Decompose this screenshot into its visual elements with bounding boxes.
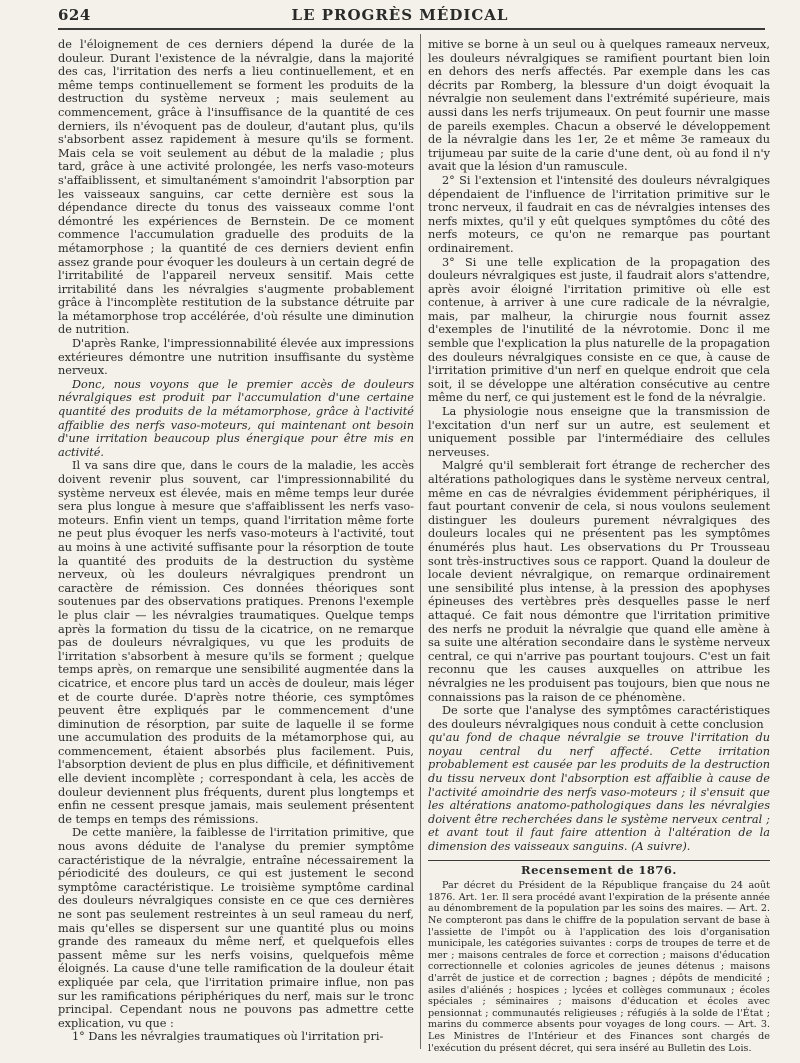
paragraph: 3° Si une telle explication de la propagation des douleurs névralgiques est juste, il faudrait alors s'attendre, après avoir éloigné l'irritation primitive où elle est contenue, à arriver à une cure radicale de la névralgie, mais, par malheur, la chirurgie nous fournit assez d'exemples de l'inutilité de la névrotomie. Donc il me semble que l'explication la plus naturelle de la propagation des douleurs névralgiques consiste en ce que, à cause de l'irritation primitive d'un nerf en quelque endroit que cela soit, il se développe une altération consécutive au centre même du nerf, ce qui justement est le fond de la névralgie.: [428, 255, 770, 405]
paragraph: de l'éloignement de ces derniers dépend la durée de la douleur. Durant l'existence de la névralgie, dans la majorité des cas, l'irritation des nerfs a lieu continuellement, et en même temps continuellement se forment les produits de la destruction du système nerveux ; mais seulement au commencement, grâce à l'insuffisance de la quantité de ces derniers, ils n'évoquent pas de douleur, d'autant plus, qu'ils s'absorbent assez rapidement à mesure qu'ils se forment. Mais cela se voit seulement au début de la maladie ; plus tard, grâce à une activité prolongée, les nerfs vaso-moteurs s'affaiblissent, et simultanément s'amoindrit l'absorption par les vaisseaux sanguins, car cette dernière est sous la dépendance directe du tonus des vaisseaux comme l'ont démontré les expériences de Bernstein. De ce moment commence l'accumulation graduelle des produits de la métamorphose ; la quantité de ces derniers devient enfin assez grande pour évoquer les douleurs à un certain degré de l'irritabilité de l'appareil nerveux sensitif. Mais cette irritabilité dans les névralgies s'augmente probablement grâce à l'incomplète restitution de la substance détruite par la métamorphose trop accélérée, d'où résulte une diminution de nutrition.: [58, 38, 414, 337]
paragraph: D'après Ranke, l'impressionnabilité élevée aux impressions extérieures démontre une nutrition insuffisante du système nerveux.: [58, 337, 414, 378]
paragraph: mitive se borne à un seul ou à quelques rameaux nerveux, les douleurs névralgiques se ramifient pourtant bien loin en dehors des nerfs affectés. Par exemple dans les cas décrits par Romberg, la blessure d'un doigt évoquait la névralgie non seulement dans l'extrémité supérieure, mais aussi dans les nerfs trijumeaux. On peut fournir une masse de pareils exemples. Chacun a observé le développement de la névralgie dans les 1er, 2e et même 3e rameaux du trijumeau par suite de la carie d'une dent, où au fond il n'y avait que la lésion d'un ramuscule.: [428, 38, 770, 174]
header-rule: [58, 28, 765, 30]
page-number: 624: [58, 6, 91, 24]
paragraph: De cette manière, la faiblesse de l'irritation primitive, que nous avons déduite de l'analyse du premier symptôme caractéristique de la névralgie, entraîne nécessairement la périodicité des douleurs, ce qui est justement le second symptôme caractéristique. Le troisième symptôme cardinal des douleurs névralgiques consiste en ce que ces dernières ne sont pas seulement restreintes à un seul rameau du nerf, mais qu'elles se dispersent sur une quantité plus ou moins grande des rameaux du même nerf, et quelquefois elles passent même sur les nerfs voisins, quelquefois même éloignés. La cause d'une telle ramification de la douleur était expliquée par cela, que l'irritation primaire influe, non pas sur les ramifications périphériques du nerf, mais sur le tronc principal. Cependant nous ne pouvons pas admettre cette explication, vu que :: [58, 826, 414, 1030]
paragraph: Malgré qu'il semblerait fort étrange de rechercher des altérations pathologiques dans le système nerveux central, même en cas de névralgies évidemment périphériques, il faut pourtant convenir de cela, si nous voulons seulement distinguer les douleurs purement névralgiques des douleurs locales qui ne présentent pas les symptômes énumérés plus haut. Les observations du Pr Trousseau sont très-instructives sous ce rapport. Quand la douleur de locale devient névralgique, on remarque ordinairement une sensibilité plus intense, à la pression des apophyses épineuses des vertèbres près desquelles passe le nerf attaqué. Ce fait nous démontre que l'irritation primitive des nerfs ne produit la névralgie que quand elle amène à sa suite une altération secondaire dans le système nerveux central, ce qui n'arrive pas pourtant toujours. C'est un fait reconnu que les causes auxquelles on attribue les névralgies ne les produisent pas toujours, bien que nous ne connaissions pas la raison de ce phénomène.: [428, 459, 770, 704]
census-article: [428, 880, 770, 1054]
paragraph: La physiologie nous enseigne que la transmission de l'excitation d'un nerf sur un autre, est seulement et uniquement possible par l'intermédiaire des cellules nerveuses.: [428, 405, 770, 459]
left-column: [58, 38, 414, 1058]
paragraph: 1° Dans les névralgies traumatiques où l'irritation pri-: [72, 1030, 384, 1044]
paragraph: Il va sans dire que, dans le cours de la maladie, les accès doivent revenir plus souvent, car l'impressionnabilité du système nerveux est élevée, mais en même temps leur durée sera plus longue à mesure que s'affaiblissent les nerfs vaso-moteurs. Enfin vient un temps, quand l'irritation même forte ne peut plus évoquer les nerfs vaso-moteurs à l'activité, tout au moins à une activité suffisante pour la résorption de toute la quantité des produits de la destruction du système nerveux, où les douleurs névralgiques prendront un caractère de rémission. Ces données théoriques sont soutenues par des observations pratiques. Prenons l'exemple le plus clair — les névralgies traumatiques. Quelque temps après la formation du tissu de la cicatrice, on ne remarque pas de douleurs névralgiques, vu que les produits de l'irritation s'absorbent à mesure qu'ils se forment ; quelque temps après, on remarque une sensibilité augmentée dans la cicatrice, et encore plus tard un accès de douleur, mais léger et de courte durée. D'après notre théorie, ces symptômes peuvent être expliqués par le commencement d'une diminution de résorption, par suite de laquelle il se forme une accumulation des produits de la métamorphose qui, au commencement, étaient absorbés plus facilement. Puis, l'absorption devient de plus en plus difficile, et définitivement elle devient incomplète ; correspondant à cela, les accès de douleur deviennent plus fréquents, durent plus longtemps et enfin ne cessent presque jamais, mais seulement présentent de temps en temps des rémissions.: [58, 459, 414, 826]
paragraph: Donc, nous voyons que le premier accès de douleurs névralgiques est produit par l'accumulation d'une certaine quantité des produits de la métamorphose, grâce à l'activité affaiblie des nerfs vaso-moteurs, qui maintenant ont besoin d'une irritation beaucoup plus énergique pour être mis en activité.: [58, 377, 414, 459]
paragraph: qu'au fond de chaque névralgie se trouve l'irritation du noyau central du nerf affecté. Cette irritation probablement est causée par les produits de la destruction du tissu nerveux dont l'absorption est affaiblie à cause de l'activité amoindrie des nerfs vaso-moteurs ; il s'ensuit que les altérations anatomo-pathologiques dans les névralgies doivent être recherchées dans le système nerveux central ; et avant tout il faut faire attention à l'altération de la dimension des vaisseaux sanguins. (A suivre).: [428, 731, 770, 854]
paragraph: De sorte que l'analyse des symptômes caractéristiques des douleurs névralgiques nous conduit à cette conclusion: [428, 704, 770, 731]
section-rule: [428, 860, 770, 861]
census-title: Recensement de 1876.: [521, 862, 677, 877]
journal-title: LE PROGRÈS MÉDICAL: [291, 6, 509, 24]
right-column: [428, 38, 770, 1058]
column-divider: [420, 34, 421, 1049]
paragraph: 2° Si l'extension et l'intensité des douleurs névralgiques dépendaient de l'influence de l'irritation primitive sur le tronc nerveux, il faudrait en cas de névralgies intenses des nerfs mixtes, qu'il y eût quelques symptômes du côté des nerfs moteurs, ce qu'on ne remarque pas pourtant ordinairement.: [428, 173, 770, 255]
census-text: Par décret du Président de la République française du 24 août 1876. Art. 1er. Il sera procédé avant l'expiration de la présente année au dénombrement de la population par les soins des maires. — Art. 2. Ne compteront pas dans le chiffre de la population servant de base à l'assiette de l'impôt ou à l'application des lois d'organisation municipale, les catégories suivantes : corps de troupes de terre et de mer ; maisons centrales de force et correction ; maisons d'éducation correctionnelle et colonies agricoles de jeunes détenus ; maisons d'arrêt de justice et de correction ; bagnes ; dépôts de mendicité ; asiles d'aliénés ; hospices ; lycées et collèges communaux ; écoles spéciales ; séminaires ; maisons d'éducation et écoles avec pensionnat ; communautés religieuses ; réfugiés à la solde de l'État ; marins du commerce absents pour voyages de long cours. — Art. 3. Les Ministres de l'Intérieur et des Finances sont chargés de l'exécution du présent décret, qui sera inséré au Bulletin des Lois.: [428, 880, 770, 1054]
